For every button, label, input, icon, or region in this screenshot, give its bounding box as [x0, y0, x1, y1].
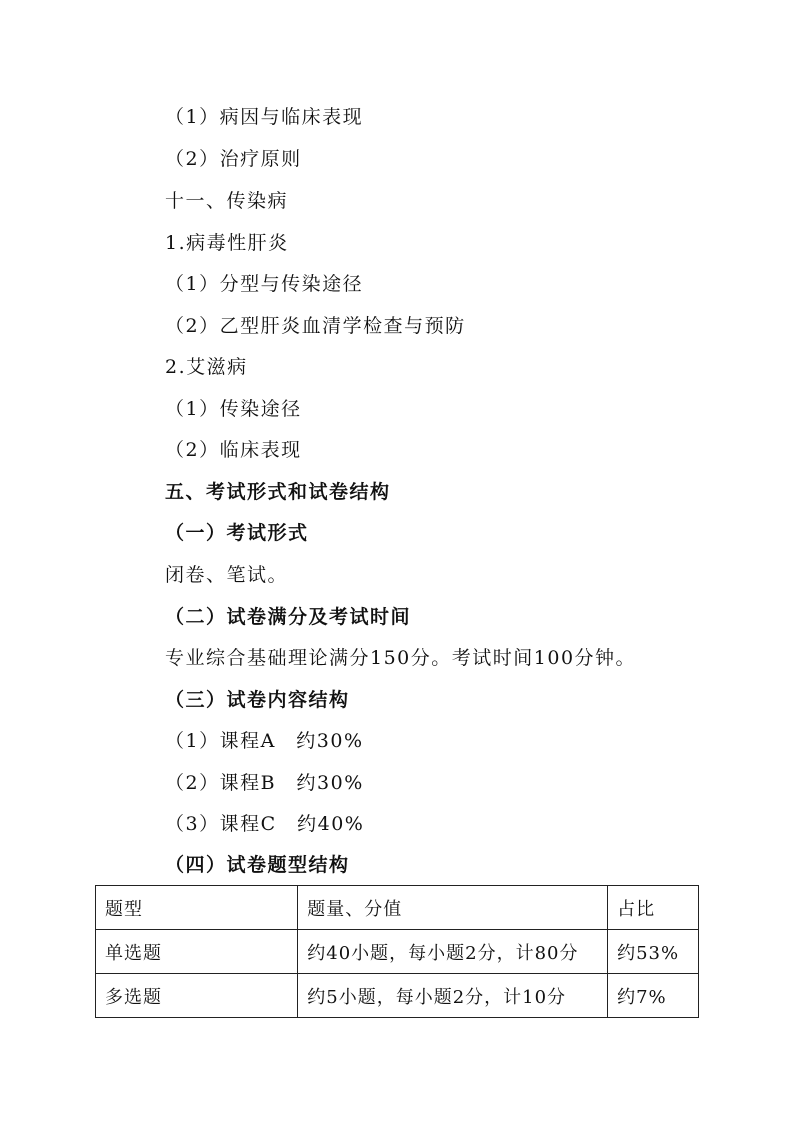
subitem-treatment-principles: （2）治疗原则: [165, 148, 302, 170]
subitem-aids-clinical: （2）临床表现: [165, 439, 302, 461]
heading-exam-form: （一）考试形式: [165, 522, 309, 544]
table-header-cell: 题型: [96, 886, 298, 930]
question-type-table: [95, 885, 699, 1018]
subitem-types-transmission: （1）分型与传染途径: [165, 273, 364, 295]
subitem-aids-transmission: （1）传染途径: [165, 398, 302, 420]
table-header-cell: 题量、分值: [298, 886, 608, 930]
score-time-text: 专业综合基础理论满分150分。考试时间100分钟。: [165, 647, 637, 669]
heading-content-structure: （三）试卷内容结构: [165, 689, 350, 711]
course-c-share: （3）课程C 约40%: [165, 813, 365, 835]
subitem-etiology-clinical: （1）病因与临床表现: [165, 106, 364, 128]
heading-question-types: （四）试卷题型结构: [165, 854, 350, 876]
table-cell: 约5小题，每小题2分，计10分: [298, 974, 608, 1018]
subitem-hepatitis-b-serology: （2）乙型肝炎血清学检查与预防: [165, 315, 466, 337]
table-header-row: [96, 886, 699, 930]
table-cell: 约53%: [608, 930, 699, 974]
table-cell: 约7%: [608, 974, 699, 1018]
topic-aids: 2.艾滋病: [165, 356, 248, 378]
table-cell: 单选题: [96, 930, 298, 974]
course-a-share: （1）课程A 约30%: [165, 730, 364, 752]
topic-viral-hepatitis: 1.病毒性肝炎: [165, 232, 289, 254]
table-row: [96, 930, 699, 974]
section-infectious-diseases: 十一、传染病: [165, 190, 289, 212]
course-b-share: （2）课程B 约30%: [165, 772, 364, 794]
section-exam-format-heading: 五、考试形式和试卷结构: [165, 481, 391, 503]
table-cell: 约40小题，每小题2分，计80分: [298, 930, 608, 974]
table-header-cell: 占比: [608, 886, 699, 930]
exam-form-text: 闭卷、笔试。: [165, 564, 289, 586]
heading-score-time: （二）试卷满分及考试时间: [165, 606, 412, 628]
table-cell: 多选题: [96, 974, 298, 1018]
table-row: [96, 974, 699, 1018]
